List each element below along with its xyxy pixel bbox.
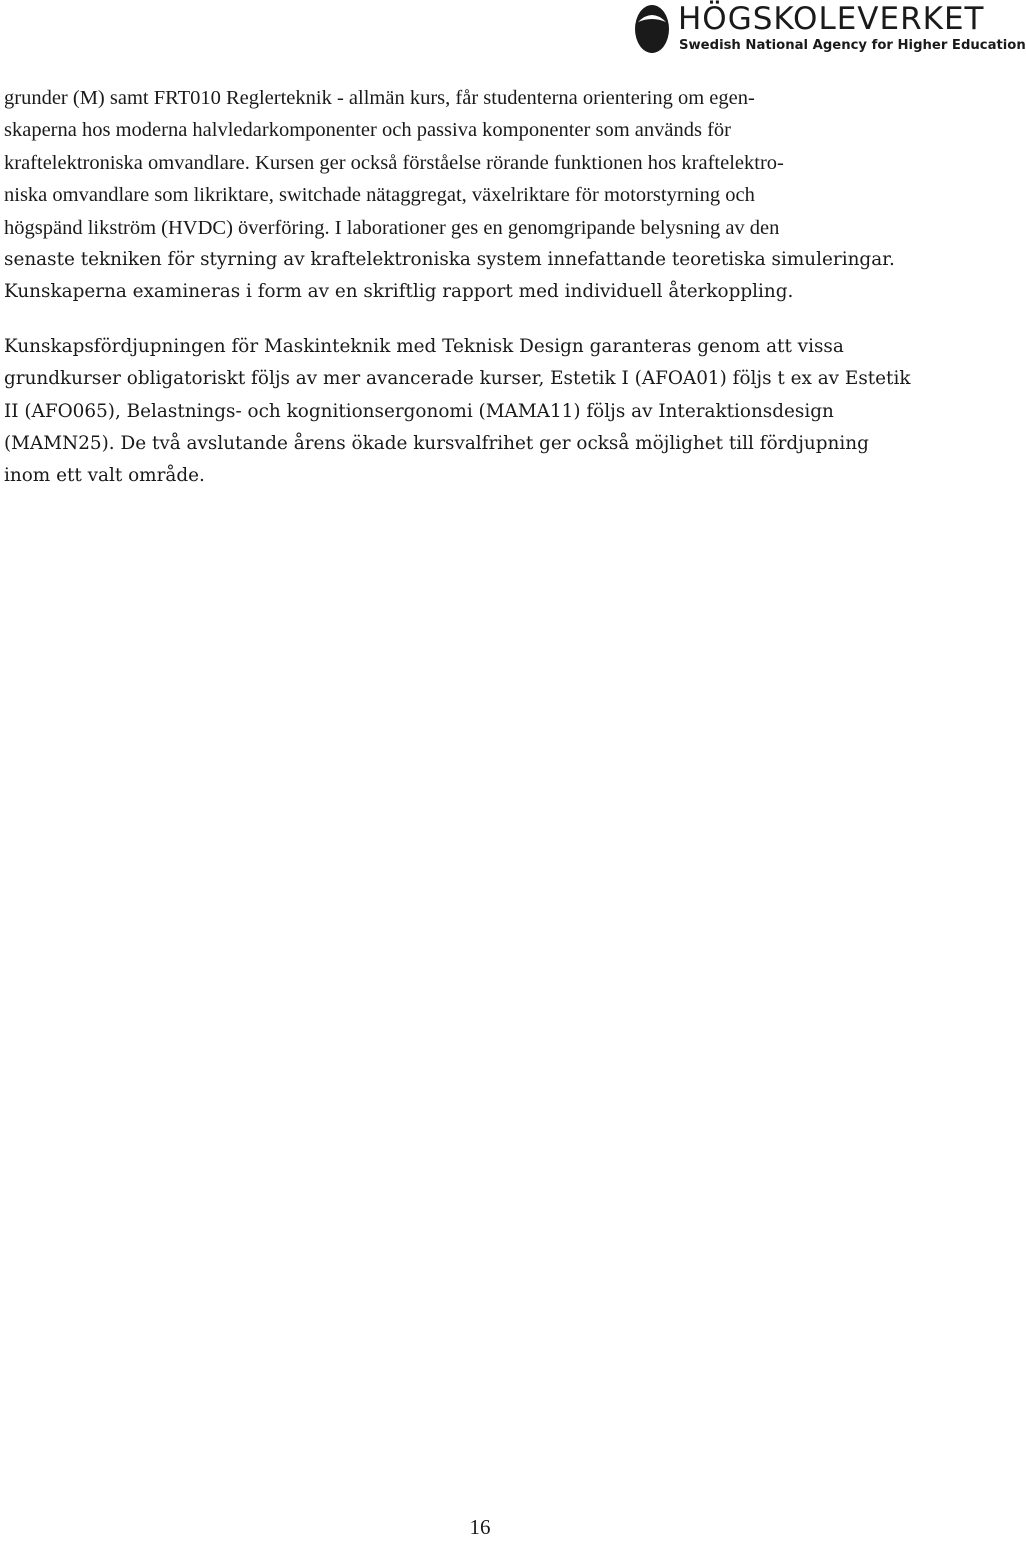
- text-line: högspänd likström (HVDC) överföring. I laborationer ges en genomgripande belysning av den: [4, 216, 780, 239]
- text-line: skaperna hos moderna halvledarkomponenter och passiva komponenter som används för: [4, 119, 731, 142]
- page-number: 16: [469, 1515, 491, 1539]
- text-line: grunder (M) samt FRT010 Reglerteknik - allmän kurs, får studenterna orientering om egen-: [4, 87, 755, 109]
- text-line: niska omvandlare som likriktare, switchade nätaggregat, växelriktare för motorstyrning och: [4, 184, 755, 207]
- logo-subtitle: Swedish National Agency for Higher Education: [679, 38, 1026, 53]
- paragraph-gap: [4, 309, 956, 331]
- text-line: Kunskapsfördjupningen för Maskinteknik med Teknisk Design garanteras genom att vissa: [4, 335, 844, 357]
- text-line: senaste tekniken för styrning av kraftelektroniska system innefattande teoretiska simuleringar.: [4, 248, 895, 270]
- text-line: (MAMN25). De två avslutande årens ökade kursvalfrihet ger också möjlighet till fördjupning: [4, 432, 869, 454]
- logo-name: HÖGSKOLEVERKET: [678, 1, 985, 37]
- body-text: [4, 82, 956, 493]
- hogskoleverket-logo: [634, 1, 1026, 58]
- text-line: Kunskaperna examineras i form av en skriftlig rapport med individuell återkoppling.: [4, 281, 794, 303]
- text-line: kraftelektroniska omvandlare. Kursen ger också förståelse rörande funktionen hos kraftelektro-: [4, 151, 784, 174]
- text-line: inom ett valt område.: [4, 465, 205, 487]
- text-line: II (AFO065), Belastnings- och kognitionsergonomi (MAMA11) följs av Interaktionsdesign: [4, 400, 834, 422]
- agency-emblem-icon: [634, 2, 670, 54]
- text-line: grundkurser obligatoriskt följs av mer avancerade kurser, Estetik I (AFOA01) följs t ex av Estetik: [4, 368, 911, 390]
- paragraph: [4, 82, 956, 309]
- paragraph: [4, 331, 956, 493]
